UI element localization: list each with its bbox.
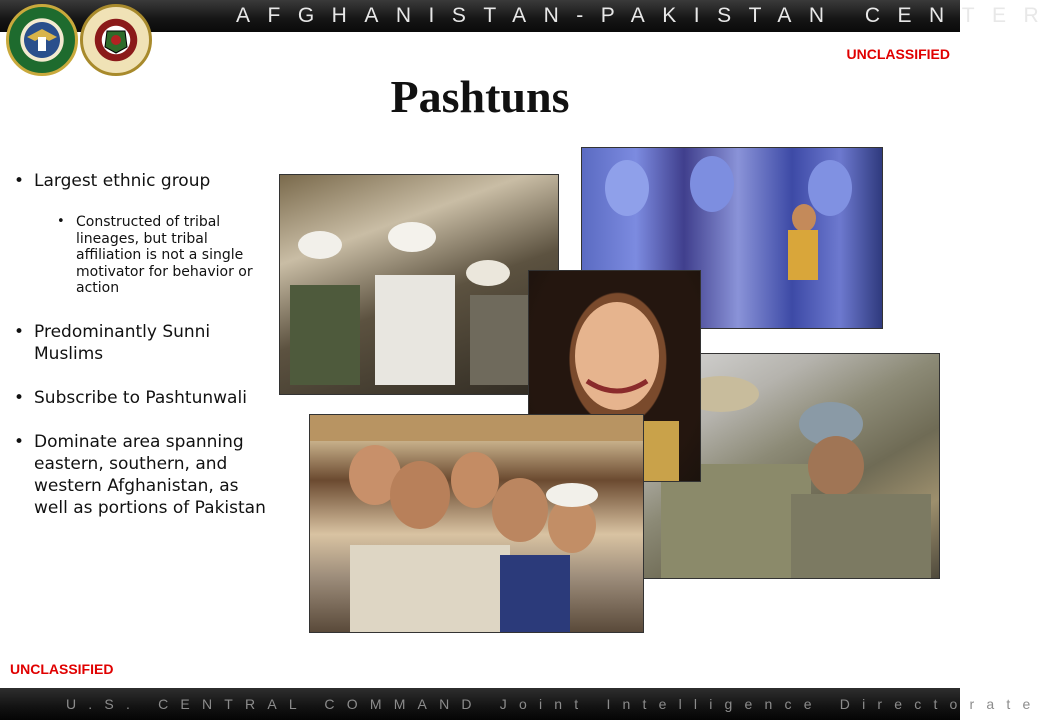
- bullet-item: • Subscribe to Pashtunwali: [14, 387, 272, 409]
- bullet-item: • Largest ethnic group: [14, 170, 272, 192]
- sub-bullet-item: • Constructed of tribal lineages, but tribal affiliation is not a single motivator for behavior or action: [14, 214, 272, 297]
- bullet-item: • Dominate area spanning eastern, southern, and western Afghanistan, as well as portions of Pakistan: [14, 431, 272, 519]
- afghanistan-pakistan-center-seal-logo: [80, 4, 152, 76]
- photo-seated-men: [279, 174, 559, 395]
- bullet-list: [14, 170, 272, 541]
- us-central-command-seal-logo: [6, 4, 78, 76]
- header-title: AFGHANISTAN-PAKISTAN CENTER: [236, 4, 1056, 27]
- slide-title: Pashtuns: [390, 71, 570, 122]
- classification-top: UNCLASSIFIED: [846, 46, 950, 62]
- footer-text: U.S. CENTRAL COMMAND Joint Intelligence Directorate: [66, 696, 1043, 712]
- bullet-item: • Predominantly Sunni Muslims: [14, 321, 272, 365]
- photo-children-peering: [309, 414, 644, 633]
- classification-bottom: UNCLASSIFIED: [10, 661, 114, 677]
